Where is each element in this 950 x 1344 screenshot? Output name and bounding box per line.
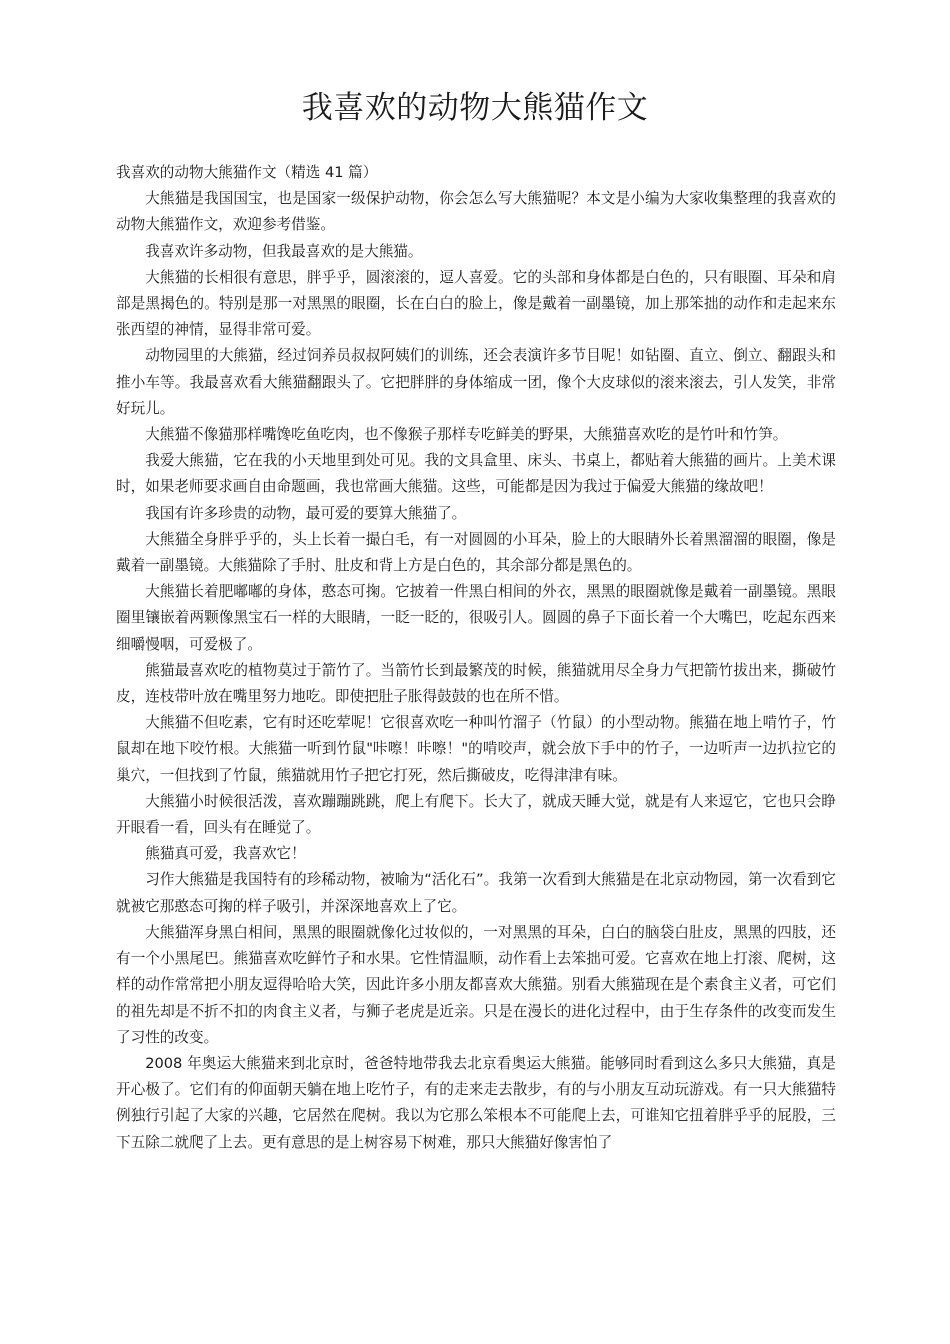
body-paragraph: 大熊猫浑身黑白相间，黑黑的眼圈就像化过妆似的，一对黑黑的耳朵，白白的脑袋白肚皮，黑黑的四肢，还有一个小黑尾巴。熊猫喜欢吃鲜竹子和水果。它性情温顺，动作看上去笨拙可爱。它喜欢在地上打滚、爬树，这样的动作常常把小朋友逗得哈哈大笑，因此许多小朋友都喜欢大熊猫。别看大熊猫现在是个素食主义者，可它们的祖先却是不折不扣的肉食主义者，与狮子老虎是近亲。只是在漫长的进化过程中，由于生存条件的改变而发生了习性的改变。 [116,923,836,1046]
body-paragraph: 我喜欢许多动物，但我最喜欢的是大熊猫。 [145,242,423,260]
body-paragraph: 2008 年奥运大熊猫来到北京时，爸爸特地带我去北京看奥运大熊猫。能够同时看到这么多只大熊猫，真是开心极了。它们有的仰面朝天躺在地上吃竹子，有的走来走去散步，有的与小朋友互动玩游戏。有一只大熊猫特例独行引起了大家的兴趣，它居然在爬树。我以为它那么笨根本不可能爬上去，可谁知它扭着胖乎乎的屁股，三下五除二就爬了上去。更有意思的是上树容易下树难，那只大熊猫好像害怕了 [116,1054,836,1151]
body-paragraph: 熊猫最喜欢吃的植物莫过于箭竹了。当箭竹长到最繁茂的时候，熊猫就用尽全身力气把箭竹拔出来，撕破竹皮，连枝带叶放在嘴里努力地吃。即使把肚子胀得鼓鼓的也在所不惜。 [116,661,836,706]
document-body [116,160,836,1156]
body-paragraph: 大熊猫是我国国宝，也是国家一级保护动物，你会怎么写大熊猫呢？本文是小编为大家收集整理的我喜欢的动物大熊猫作文，欢迎参考借鉴。 [116,190,836,234]
body-paragraph: 大熊猫长着肥嘟嘟的身体，憨态可掬。它披着一件黑白相间的外衣，黑黑的眼圈就像是戴着一副墨镜。黑眼圈里镶嵌着两颗像黑宝石一样的大眼睛，一眨一眨的，很吸引人。圆圆的鼻子下面长着一个大嘴巴，吃起东西来细嚼慢咽，可爱极了。 [116,583,836,653]
body-paragraph: 大熊猫小时候很活泼，喜欢蹦蹦跳跳，爬上有爬下。长大了，就成天睡大觉，就是有人来逗它，它也只会睁开眼看一看，回头有在睡觉了。 [116,792,836,837]
body-paragraph: 大熊猫全身胖乎乎的，头上长着一撮白毛，有一对圆圆的小耳朵，脸上的大眼睛外长着黑溜溜的眼圈，像是戴着一副墨镜。大熊猫除了手肘、肚皮和背上方是白色的，其余部分都是黑色的。 [116,530,836,575]
body-paragraph: 大熊猫不但吃素，它有时还吃荤呢！它很喜欢吃一种叫竹溜子（竹鼠）的小型动物。熊猫在地上啃竹子，竹鼠却在地下咬竹根。大熊猫一听到竹鼠"咔嚓！咔嚓！"的啃咬声，就会放下手中的竹子，一边听声一边扒拉它的巢穴，一但找到了竹鼠，熊猫就用竹子把它打死，然后撕破皮，吃得津津有味。 [116,714,836,784]
body-paragraph: 大熊猫的长相很有意思，胖乎乎，圆滚滚的，逗人喜爱。它的头部和身体都是白色的，只有眼圈、耳朵和肩部是黑揭色的。特别是那一对黑黑的眼圈，长在白白的脸上，像是戴着一副墨镜，加上那笨拙的动作和走起来东张西望的神情，显得非常可爱。 [116,268,836,339]
body-paragraph: 我爱大熊猫，它在我的小天地里到处可见。我的文具盒里、床头、书桌上，都贴着大熊猫的画片。上美术课时，如果老师要求画自由命题画，我也常画大熊猫。这些，可能都是因为我过于偏爱大熊猫的缘故吧！ [116,452,836,496]
body-paragraph: 我国有许多珍贵的动物，最可爱的要算大熊猫了。 [145,504,467,522]
body-paragraph: 动物园里的大熊猫，经过饲养员叔叔阿姨们的训练，还会表演许多节目呢！如钻圈、直立、倒立、翻跟头和推小车等。我最喜欢看大熊猫翻跟头了。它把胖胖的身体缩成一团，像个大皮球似的滚来滚去，引人发笑，非常好玩儿。 [116,347,836,417]
body-paragraph: 大熊猫不像猫那样嘴馋吃鱼吃肉，也不像猴子那样专吃鲜美的野果，大熊猫喜欢吃的是竹叶和竹笋。 [145,426,788,444]
body-paragraph: 熊猫真可爱，我喜欢它！ [145,845,306,863]
document-title: 我喜欢的动物大熊猫作文 [301,90,649,126]
body-paragraph: 习作大熊猫是我国特有的珍稀动物，被喻为“活化石”。我第一次看到大熊猫是在北京动物园，第一次看到它就被它那憨态可掬的样子吸引，并深深地喜欢上了它。 [116,871,836,915]
subtitle-paragraph: 我喜欢的动物大熊猫作文（精选 41 篇） [116,164,378,181]
